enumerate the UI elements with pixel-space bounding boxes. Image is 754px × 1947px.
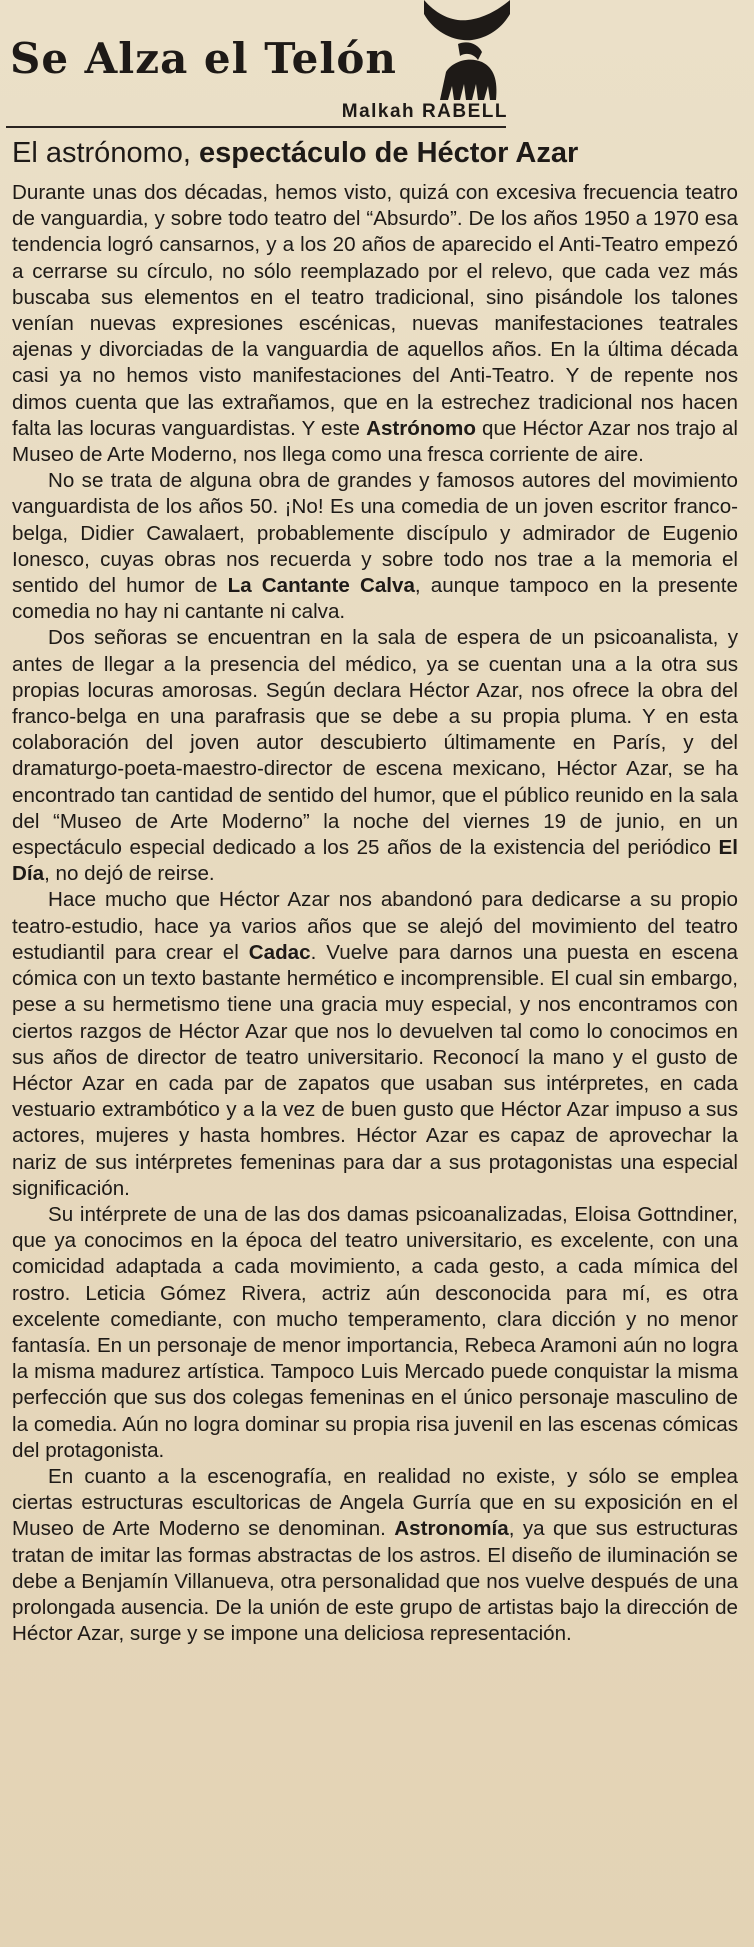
paragraph-text: Hace mucho que Héctor Azar nos abandonó para dedicarse a su propio teatro-estudio, hace ya varios años que se alejó del movimiento del teatro estudiantil para crear el: [12, 888, 738, 964]
bold-title-text: Astronomía: [394, 1517, 509, 1541]
article-paragraph: [12, 625, 738, 887]
bold-title-text: Astrónomo: [366, 416, 476, 440]
article-paragraph: [12, 180, 738, 468]
article-paragraph: [12, 1464, 738, 1647]
headline-prefix: El astrónomo,: [12, 137, 199, 169]
headline-bold: espectáculo de Héctor Azar: [198, 137, 579, 169]
theater-mask-logo: [418, 0, 514, 100]
column-title: Se Alza el Telón: [10, 34, 397, 83]
paragraph-text: Durante unas dos décadas, hemos visto, quizá con excesiva frecuencia teatro de vanguardia, y sobre todo teatro del “Absurdo”. De los años 1950 a 1970 esa tendencia logró cansarnos, y a los 20 años de aparecido el Anti-Teatro empezó a cerrarse su círculo, no sólo reemplazado por el relevo, que cada vez más buscaba sus elementos en el teatro tradicional, sino pisándole los talones venían nuevas expresiones escénicas, nuevas manifestaciones teatrales ajenas y divorciadas de la vanguardia de aquellos años. En la última década casi ya no hemos visto manifestaciones del Anti-Teatro. Y de repente nos dimos cuenta que las extrañamos, que en la estrechez tradicional nos hacen falta las locuras vanguardistas. Y este: [12, 181, 738, 440]
header-rule: [6, 126, 506, 128]
article-paragraph: [12, 1202, 738, 1464]
paragraph-text: que Héctor Azar nos trajo al Museo de Arte Moderno, nos llega como una fresca corriente de aire.: [12, 416, 738, 467]
paragraph-text: , ya que sus estructuras tratan de imitar las formas abstractas de los astros. El diseño de iluminación se debe a Benjamín Villanueva, otra personalidad que nos vuelve después de una prolongada ausencia. De la unión de este grupo de artistas bajo la dirección de Héctor Azar, surge y se impone una deliciosa representación.: [12, 1517, 738, 1646]
bold-title-text: El Día: [12, 836, 738, 886]
author-byline: Malkah RABELL: [341, 101, 508, 122]
paragraph-text: Su intérprete de una de las dos damas psicoanalizadas, Eloisa Gottndiner, que ya conocimos en la época del teatro universitario, es excelente, con una comicidad adaptada a cada movimiento, a cada gesto, a cada mímica del rostro. Leticia Gómez Rivera, actriz aún desconocida para mí, es otra excelente comediante, con mucho temperamento, clara dicción y no menor fantasía. En un personaje de menor importancia, Rebeca Aramoni aún no logra la misma madurez artística. Tampoco Luis Mercado puede conquistar la misma perfección que sus dos colegas femeninas en el único personaje masculino de la comedia. Aún no logra dominar su propia risa juvenil en las escenas cómicas del protagonista.: [12, 1202, 738, 1462]
article-headline: [12, 138, 752, 170]
paragraph-text: No se trata de alguna obra de grandes y famosos autores del movimiento vanguardista de los años 50. ¡No! Es una comedia de un joven escritor franco-belga, Didier Cawalaert, probablemente discípulo y admirador de Eugenio Ionesco, cuyas obras nos recuerda y sobre todo nos trae a la memoria el sentido del humor de: [12, 469, 738, 598]
article-paragraph: [12, 887, 738, 1201]
paragraph-text: En cuanto a la escenografía, en realidad no existe, y sólo se emplea ciertas estructuras escultoricas de Angela Gurría que en su exposición en el Museo de Arte Moderno se denominan.: [12, 1464, 738, 1541]
paragraph-text: , aunque tampoco en la presente comedia no hay ni cantante ni calva.: [12, 574, 738, 624]
article-paragraph: [12, 468, 738, 625]
paragraph-text: Dos señoras se encuentran en la sala de espera de un psicoanalista, y antes de llegar a la presencia del médico, ya se cuentan una a la otra sus propias locuras amorosas. Según declara Héctor Azar, nos ofrece la obra del franco-belga en una parafrasis que se debe a su propia pluma. Y en esta colaboración del joven autor descubierto últimamente en París, y del dramaturgo-poeta-maestro-director de escena mexicano, Héctor Azar, se ha encontrado tan cantidad de sentido del humor, que el público reunido en la sala del “Museo de Arte Moderno” la noche del viernes 19 de junio, en un espectáculo especial dedicado a los 25 años de la existencia del periódico: [12, 626, 738, 860]
paragraph-text: , no dejó de reirse.: [44, 862, 215, 886]
bold-title-text: La Cantante Calva: [227, 574, 415, 598]
article-body: [12, 180, 738, 1647]
bold-title-text: Cadac: [248, 940, 311, 964]
paragraph-text: . Vuelve para darnos una puesta en escena cómica con un texto bastante hermético e incomprensible. El cual sin embargo, pese a su hermetismo tiene una gracia muy especial, y nos encontramos con ciertos razgos de Héctor Azar que nos lo devuelven tal como lo conocimos en sus años de director de teatro universitario. Reconocí la mano y el gusto de Héctor Azar en cada par de zapatos que usaban sus intérpretes, en cada vestuario extrambótico y a la vez de buen gusto que Héctor Azar impuso a sus actores, mujeres y hasta hombres. Héctor Azar es capaz de aprovechar la nariz de sus intérpretes femeninas para dar a sus protagonistas una especial significación.: [12, 940, 738, 1200]
